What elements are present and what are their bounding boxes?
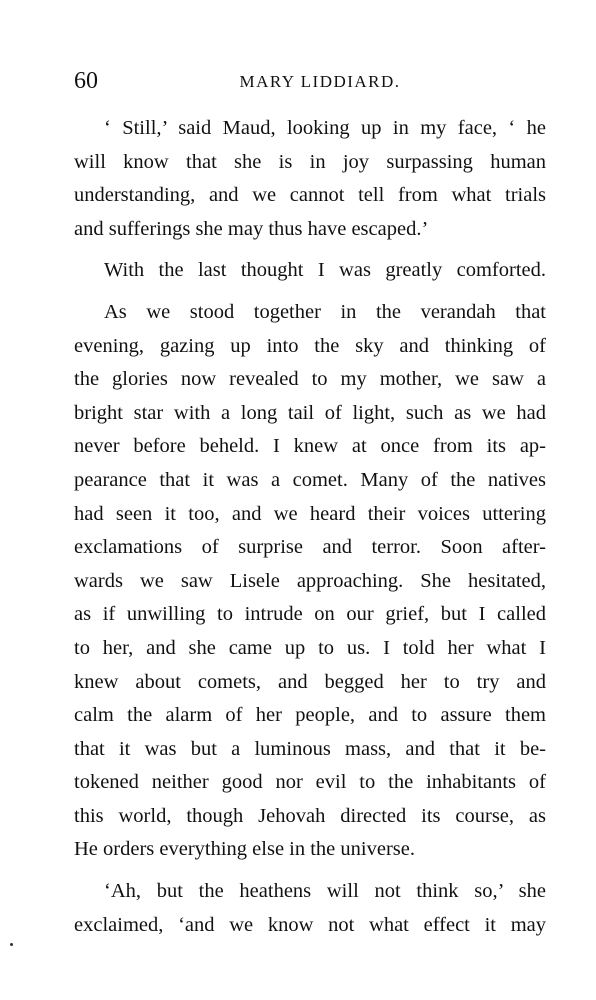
text-line: tokened neither good nor evil to the inhabitants of	[74, 771, 546, 794]
text-line: wards we saw Lisele approaching. She hesitated,	[74, 569, 546, 592]
text-line: exclamations of surprise and terror. Soon after-	[74, 536, 546, 559]
text-line: this world, though Jehovah directed its course, as	[74, 804, 546, 827]
paragraph	[74, 254, 546, 288]
running-head	[74, 66, 546, 96]
text-line: knew about comets, and begged her to try and	[74, 670, 546, 693]
paragraph	[74, 296, 546, 867]
text-line: With the last thought I was greatly comforted.	[104, 259, 546, 282]
text-line: He orders everything else in the universe.	[74, 838, 415, 861]
text-line: to her, and she came up to us. I told her what I	[74, 636, 546, 659]
paragraph	[74, 112, 546, 246]
text-line: ‘Ah, but the heathens will not think so,’ she	[104, 880, 546, 903]
body-text	[74, 112, 546, 942]
text-line: evening, gazing up into the sky and thinking of	[74, 334, 546, 357]
text-line: bright star with a long tail of light, such as we had	[74, 401, 546, 424]
text-line: as if unwilling to intrude on our grief, but I called	[74, 603, 546, 626]
running-title: MARY LIDDIARD.	[239, 72, 401, 91]
text-line: and sufferings she may thus have escaped.’	[74, 217, 429, 240]
text-line: ‘ Still,’ said Maud, looking up in my face, ‘ he	[104, 117, 546, 139]
text-line: had seen it too, and we heard their voices uttering	[74, 502, 546, 525]
text-line: the glories now revealed to my mother, we saw a	[74, 368, 546, 391]
text-line: never before beheld. I knew at once from its ap-	[74, 435, 546, 458]
text-line: calm the alarm of her people, and to assure them	[74, 704, 546, 727]
text-line: will know that she is in joy surpassing human	[74, 150, 546, 173]
text-line: pearance that it was a comet. Many of the natives	[74, 468, 546, 491]
text-line: understanding, and we cannot tell from what trials	[74, 184, 546, 207]
page-number: 60	[74, 68, 98, 94]
print-speck	[10, 943, 13, 946]
text-line: exclaimed, ‘and we know not what effect it may	[74, 913, 546, 936]
paragraph	[74, 875, 546, 942]
text-line: As we stood together in the verandah that	[104, 300, 546, 323]
text-line: that it was but a luminous mass, and that it be-	[74, 737, 546, 760]
